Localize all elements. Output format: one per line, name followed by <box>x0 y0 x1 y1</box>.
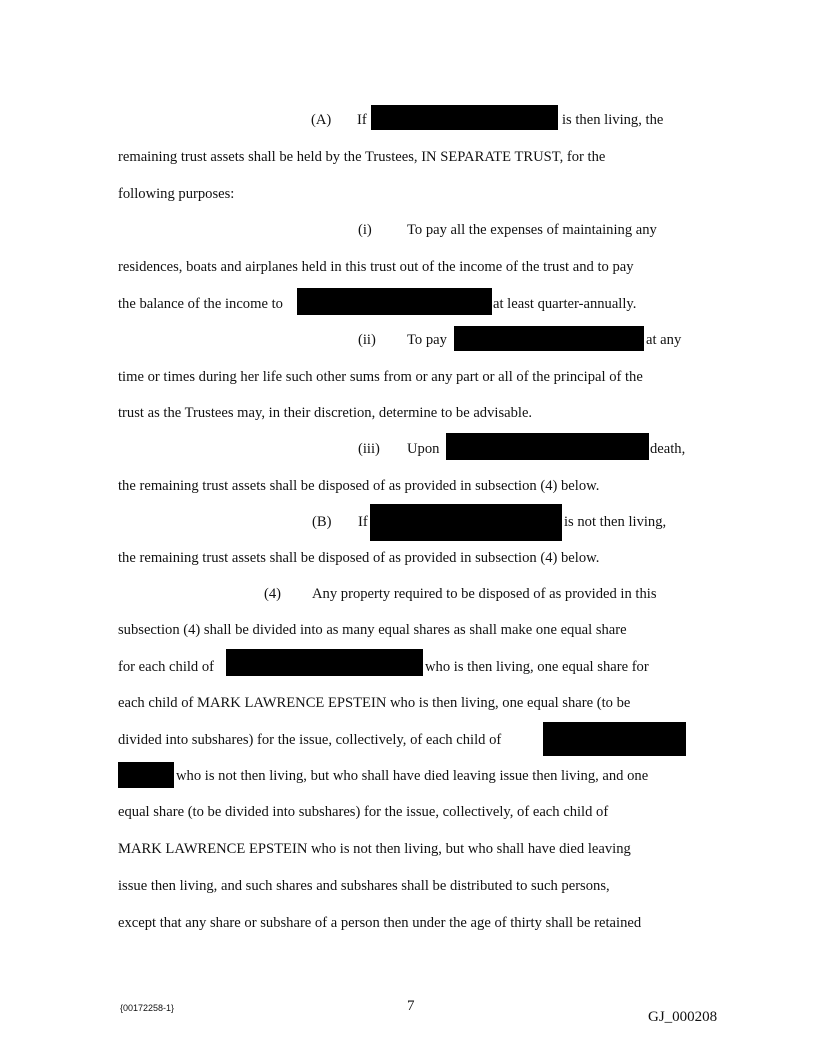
body-text: Upon <box>407 441 440 457</box>
body-text: at least quarter-annually. <box>493 296 637 312</box>
redaction-block <box>371 105 558 130</box>
redaction-block <box>446 433 649 460</box>
redaction-block <box>118 762 174 788</box>
body-text: following purposes: <box>118 186 235 202</box>
body-text: If <box>358 514 368 530</box>
document-id: {00172258-1} <box>120 1003 175 1013</box>
redaction-block <box>543 722 686 756</box>
body-text: the remaining trust assets shall be disposed of as provided in subsection (4) below. <box>118 550 600 566</box>
body-text: for each child of <box>118 659 215 675</box>
item-label-iii: (iii) <box>358 441 380 457</box>
subsection-label-A: (A) <box>311 112 332 128</box>
subsection-label-B: (B) <box>312 514 332 530</box>
body-text: residences, boats and airplanes held in this trust out of the income of the trust and to pay <box>118 259 634 275</box>
body-text: issue then living, and such shares and subshares shall be distributed to such persons, <box>118 878 610 894</box>
redaction-block <box>454 326 644 351</box>
body-text: To pay all the expenses of maintaining any <box>407 222 657 238</box>
body-text: is not then living, <box>564 514 667 530</box>
page-number: 7 <box>407 998 415 1014</box>
body-text: equal share (to be divided into subshares) for the issue, collectively, of each child of <box>118 804 609 820</box>
item-label-ii: (ii) <box>358 332 376 348</box>
body-text: MARK LAWRENCE EPSTEIN who is not then living, but who shall have died leaving <box>118 841 631 857</box>
redaction-block <box>226 649 423 676</box>
redaction-block <box>297 288 492 315</box>
item-label-i: (i) <box>358 222 372 238</box>
body-text: who is then living, one equal share for <box>425 659 649 675</box>
body-text: who is not then living, but who shall have died leaving issue then living, and one <box>176 768 649 784</box>
body-text: divided into subshares) for the issue, collectively, of each child of <box>118 732 502 748</box>
body-text: trust as the Trustees may, in their discretion, determine to be advisable. <box>118 405 533 421</box>
body-text: except that any share or subshare of a person then under the age of thirty shall be retained <box>118 915 642 931</box>
body-text: If <box>357 112 367 128</box>
body-text: death, <box>650 441 686 457</box>
redaction-block <box>370 504 562 541</box>
bates-number: GJ_000208 <box>648 1009 718 1025</box>
body-text: each child of MARK LAWRENCE EPSTEIN who is then living, one equal share (to be <box>118 695 631 711</box>
body-text: remaining trust assets shall be held by the Trustees, IN SEPARATE TRUST, for the <box>118 149 606 165</box>
body-text: Any property required to be disposed of as provided in this <box>312 586 657 602</box>
body-text: the remaining trust assets shall be disposed of as provided in subsection (4) below. <box>118 478 600 494</box>
subsection-label-4: (4) <box>264 586 282 602</box>
body-text: time or times during her life such other sums from or any part or all of the principal of the <box>118 369 643 385</box>
body-text: at any <box>646 332 682 348</box>
body-text: is then living, the <box>562 112 664 128</box>
body-text: subsection (4) shall be divided into as many equal shares as shall make one equal share <box>118 622 627 638</box>
body-text: To pay <box>407 332 447 348</box>
body-text: the balance of the income to <box>118 296 283 312</box>
